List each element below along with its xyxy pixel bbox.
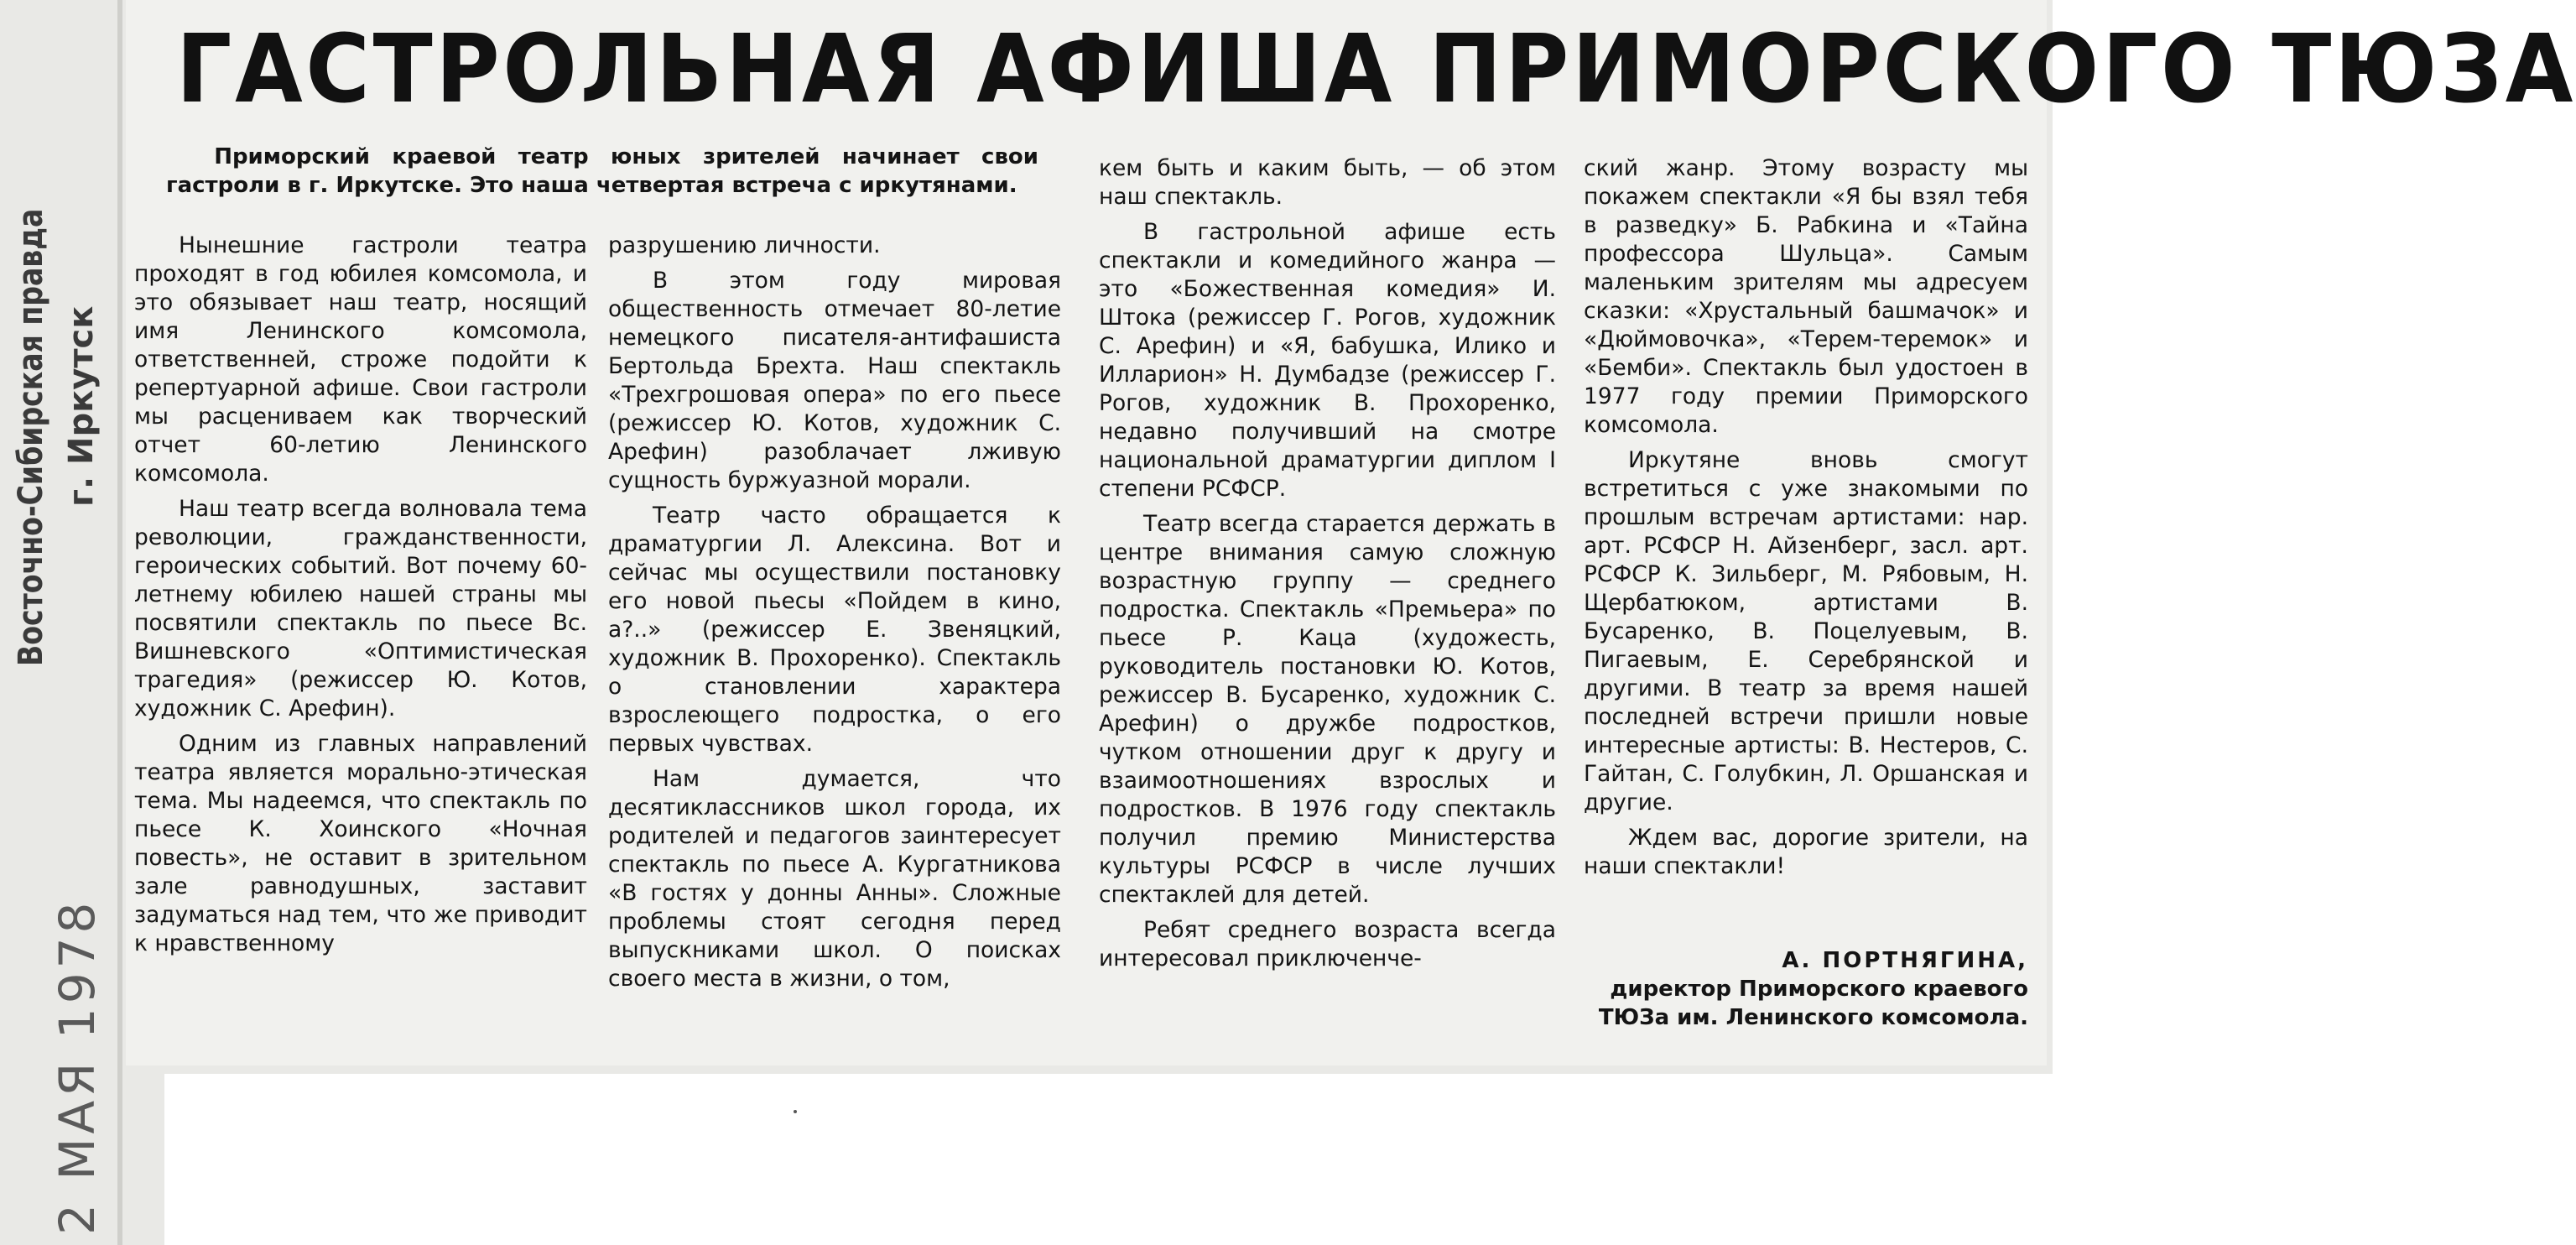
paragraph: В этом году мировая общественность отмечает 80-летие немецкого писателя-антифашиста Бертольда Брехта. Наш спектакль «Трехгрошовая опера» по его пьесе (режиссер Ю. Котов, художник С. Арефин) разоблачает лживую сущность буржуазной морали. — [608, 268, 1061, 493]
clipping-date: 2 МАЯ 1978 — [49, 898, 106, 1235]
article-lead: Приморский краевой театр юных зрителей начинает свои гастроли в г. Иркутске. Это наша четвертая встреча с иркутянами. — [166, 144, 1038, 198]
article-column-3 — [1099, 154, 1556, 1064]
article-column-2 — [608, 232, 1061, 1064]
paragraph: Ребят среднего возраста всегда интересовал приключенче- — [1099, 917, 1556, 972]
article-headline: ГАСТРОЛЬНАЯ АФИША ПРИМОРСКОГО ТЮЗА — [176, 15, 2576, 124]
paragraph: Одним из главных направлений театра является морально-этическая тема. Мы надеемся, что спектакль по пьесе К. Хоинского «Ночная повесть», не оставит в зрительном зале равнодушных, заставит задуматься над тем, что же приводит к нравственному — [134, 731, 587, 956]
newspaper-name: Восточно-Сибирская правда — [12, 208, 50, 666]
paragraph: Ждем вас, дорогие зрители, на наши спектакли! — [1584, 825, 2028, 879]
author-title: директор Приморского краевого ТЮЗа им. Ленинского комсомола. — [1598, 977, 2028, 1030]
newspaper-city: г. Иркутск — [62, 305, 101, 507]
paragraph: Иркутяне вновь смогут встретиться с уже знакомыми по прошлым встречам артистами: нар. арт. РСФСР Н. Айзенберг, засл. арт. РСФСР К. Зильберг, М. Рябовым, Н. Щербатюком, артистами В. Бусаренко, В. Поцелуевым, В. Пигаевым, Е. Серебрянской и другими. В театр за время нашей последней встречи пришли новые интересные артисты: В. Нестеров, С. Гайтан, С. Голубкин, Л. Оршанская и другие. — [1584, 447, 2028, 815]
author-name: А. ПОРТНЯГИНА, — [1782, 948, 2028, 973]
blank-paper-area — [164, 1074, 2053, 1245]
paragraph: В гастрольной афише есть спектакли и комедийного жанра — это «Божественная комедия» И. Штока (режиссер Г. Рогов, художник С. Арефин) и «Я, бабушка, Илико и Илларион» Н. Думбадзе (режиссер Г. Рогов, художник В. Прохоренко, недавно получивший на смотре национальной драматургии диплом I степени РСФСР. — [1099, 219, 1556, 502]
paragraph-continuation: разрушению личности. — [608, 232, 881, 258]
paper-speck — [794, 1110, 797, 1113]
paragraph-continuation: кем быть и каким быть, — об этом наш спектакль. — [1099, 155, 1556, 210]
paragraph-continuation: ский жанр. Этому возрасту мы покажем спектакли «Я бы взял тебя в разведку» Б. Рабкина и «Тайна профессора Шульца». Самым маленьким зрителям мы адресуем сказки: «Хрустальный башмачок» и «Дюймовочка», «Терем-теремок» и «Бемби». Спектакль был удостоен в 1977 году премии Приморского комсомола. — [1584, 155, 2028, 438]
paragraph: Нам думается, что десятиклассников школ города, их родителей и педагогов заинтересует спектакль по пьесе А. Кургатникова «В гостях у донны Анны». Сложные проблемы стоят сегодня перед выпускниками школ. О поисках своего места в жизни, о том, — [608, 766, 1061, 992]
article-column-1 — [134, 232, 587, 1064]
paragraph: Наш театр всегда волновала тема революции, гражданственности, героических событий. Вот почему 60-летнему юбилею нашей страны мы посвятили спектакль по пьесе Вс. Вишневского «Оптимистическая трагедия» (режиссер Ю. Котов, художник С. Арефин). — [134, 496, 587, 721]
paragraph: Театр всегда старается держать в центре внимания самую сложную возрастную группу — среднего подростка. Спектакль «Премьера» по пьесе Р. Каца (художесть, руководитель постановки Ю. Котов, режиссер В. Бусаренко, художник С. Арефин) о дружбе подростков, чутком отношении друг к другу и взаимоотношениях взрослых и подростков. В 1976 году спектакль получил премию Министерства культуры РСФСР в числе лучших спектаклей для детей. — [1099, 511, 1556, 908]
clipping-source-label — [0, 0, 126, 1245]
author-signature — [1584, 946, 2028, 1032]
paragraph: Нынешние гастроли театра проходят в год юбилея комсомола, и это обязывает наш театр, носящий имя Ленинского комсомола, ответственней, строже подойти к репертуарной афише. Свои гастроли мы расцениваем как творческий отчет 60-летию Ленинского комсомола. — [134, 232, 587, 487]
paragraph: Театр часто обращается к драматургии Л. Алексина. Вот и сейчас мы осуществили постановку его новой пьесы «Пойдем в кино, а?..» (режиссер Е. Звеняцкий, художник В. Прохоренко). Спектакль о становлении характера взрослеющего подростка, о его первых чувствах. — [608, 503, 1061, 757]
article-column-4 — [1584, 154, 2028, 909]
